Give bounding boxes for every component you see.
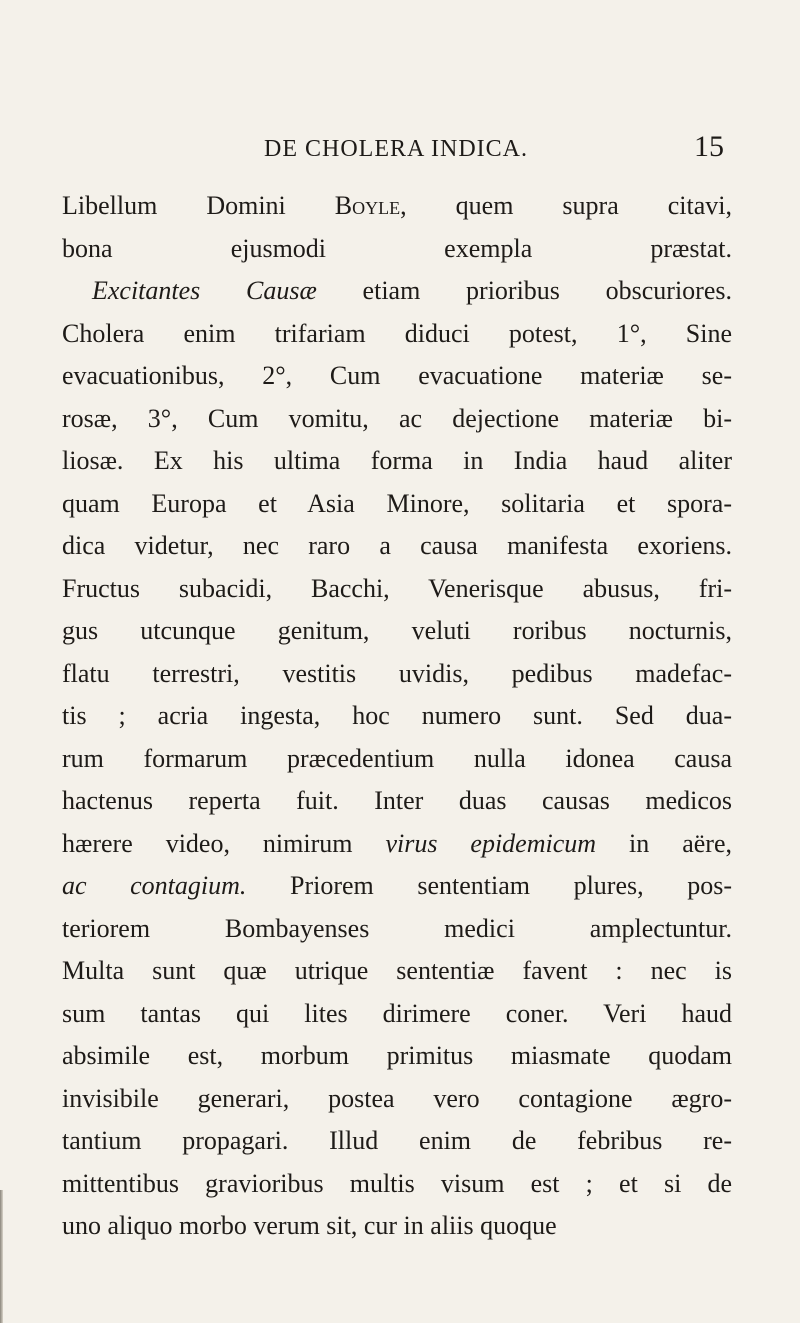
italic-term: virus epidemicum	[385, 828, 597, 858]
text-line: Multa sunt quæ utrique sententiæ favent : nec is	[62, 956, 732, 985]
text-line: Excitantes Causæ etiam prioribus obscuriores.	[92, 276, 732, 305]
page-header	[0, 130, 800, 170]
text-line: tantium propagari. Illud enim de febribus re-	[62, 1126, 732, 1155]
text-line: sum tantas qui lites dirimere coner. Veri haud	[62, 998, 732, 1028]
text-line: tis ; acria ingesta, hoc numero sunt. Sed dua-	[62, 701, 732, 730]
running-head: DE CHOLERA INDICA.	[264, 136, 528, 162]
text-line: bona ejusmodi exempla præstat.	[62, 233, 732, 263]
text-line: absimile est, morbum primitus miasmate quodam	[62, 1041, 732, 1070]
text-line: hærere video, nimirum virus epidemicum in aëre,	[62, 828, 732, 858]
text-line: rum formarum præcedentium nulla idonea causa	[62, 743, 732, 773]
text-line: rosæ, 3°, Cum vomitu, ac dejectione materiæ bi-	[62, 403, 732, 433]
text-line: ac contagium. Priorem sententiam plures, pos-	[62, 871, 732, 900]
text-line: teriorem Bombayenses medici amplectuntur.	[62, 913, 732, 943]
body-text	[62, 185, 732, 1248]
text-line: quam Europa et Asia Minore, solitaria et spora-	[62, 488, 732, 518]
author-name: Boyle	[334, 191, 401, 220]
text-line: uno aliquo morbo verum sit, cur in aliis quoque	[62, 1211, 557, 1240]
text-line: Fructus subacidi, Bacchi, Venerisque abusus, fri-	[62, 573, 732, 603]
text-line: flatu terrestri, vestitis uvidis, pedibus madefac-	[62, 658, 732, 688]
text-line: Libellum Domini Boyle, quem supra citavi,	[62, 191, 732, 220]
italic-term: Excitantes Causæ	[92, 276, 317, 305]
text-line: mittentibus gravioribus multis visum est ; et si de	[62, 1168, 732, 1198]
text-line: dica videtur, nec raro a causa manifesta exoriens.	[62, 531, 732, 560]
text-line: hactenus reperta fuit. Inter duas causas medicos	[62, 786, 732, 815]
text-line: Cholera enim trifariam diduci potest, 1°, Sine	[62, 318, 732, 348]
text-line: evacuationibus, 2°, Cum evacuatione materiæ se-	[62, 361, 732, 390]
binding-shadow	[0, 1190, 3, 1323]
text-line: liosæ. Ex his ultima forma in India haud aliter	[62, 446, 732, 475]
text-line: gus utcunque genitum, veluti roribus nocturnis,	[62, 616, 732, 645]
italic-term: ac contagium.	[62, 871, 247, 900]
text-line: invisibile generari, postea vero contagione ægro-	[62, 1083, 732, 1113]
page-number: 15	[694, 130, 724, 163]
